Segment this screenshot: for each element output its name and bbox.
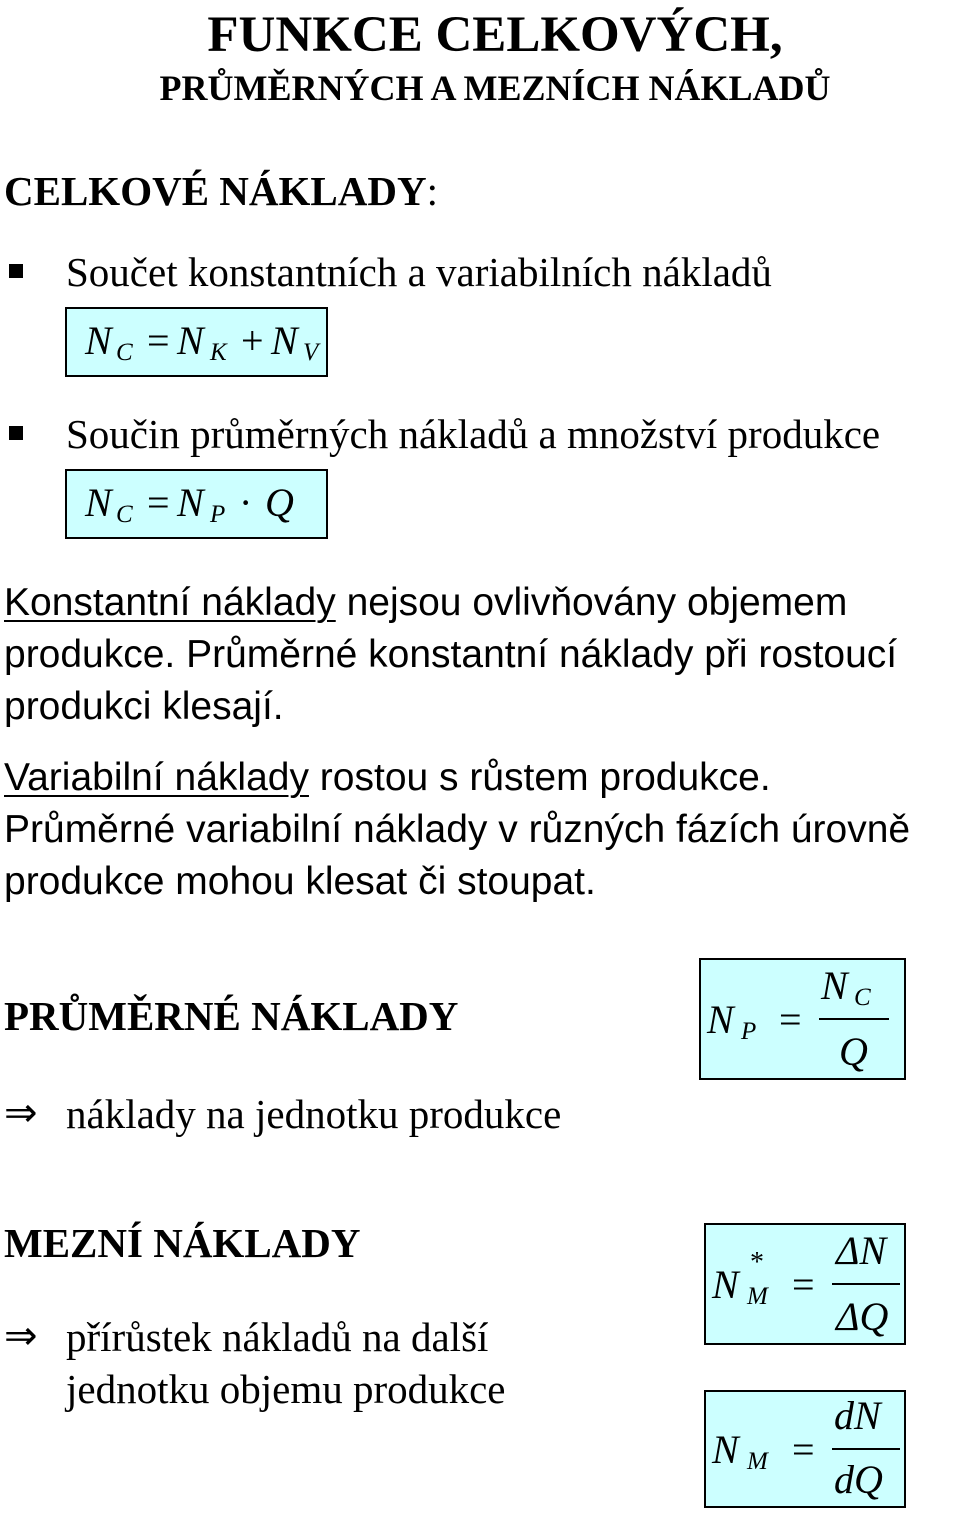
formula-nk-symbol: N — [177, 318, 204, 363]
total-costs-heading-text: CELKOVÉ NÁKLADY — [4, 168, 427, 214]
fixed-costs-term: Konstantní náklady — [4, 581, 336, 624]
page-subtitle: PRŮMĚRNÝCH A MEZNÍCH NÁKLADŮ — [159, 68, 831, 108]
formula-nm-superscript: * — [750, 1247, 764, 1278]
formula-marginal-discrete-box — [704, 1223, 906, 1345]
variable-costs-line-2: Průměrné variabilní náklady v různých fázích úrovně — [4, 808, 911, 851]
formula-nv-subscript: V — [303, 339, 319, 366]
formula-nc-numerator-subscript: C — [854, 984, 871, 1011]
fixed-costs-line-1-rest: nejsou ovlivňovány objemem — [335, 581, 848, 624]
fraction-bar — [832, 1283, 900, 1285]
variable-costs-line-1 — [4, 752, 771, 804]
formula-dot: · — [239, 480, 253, 525]
variable-costs-term: Variabilní náklady — [4, 756, 309, 799]
formula-nc-symbol: N — [85, 318, 112, 363]
total-costs-heading-colon: : — [426, 168, 438, 214]
formula-average-box — [699, 958, 906, 1080]
average-costs-description: náklady na jednotku produkce — [66, 1091, 562, 1137]
formula-np-subscript: P — [741, 1018, 757, 1045]
formula-nm-subscript: M — [747, 1448, 768, 1475]
formula-equals: = — [792, 1262, 815, 1307]
marginal-costs-heading: MEZNÍ NÁKLADY — [4, 1220, 361, 1266]
formula-q-symbol: Q — [265, 480, 294, 525]
formula-equals: = — [147, 318, 170, 363]
formula-total-product-box — [65, 469, 328, 539]
formula-dn-numerator: dN — [834, 1393, 881, 1438]
formula-np-symbol: N — [707, 997, 734, 1042]
formula-equals: = — [792, 1427, 815, 1472]
total-costs-heading — [4, 167, 438, 215]
bullet-product-text: Součin průměrných nákladů a množství produkce — [66, 411, 881, 457]
formula-delta-q-denominator: ΔQ — [836, 1294, 889, 1339]
formula-delta-n-numerator: ΔN — [836, 1228, 887, 1273]
formula-np-symbol: N — [177, 480, 204, 525]
formula-nm-symbol: N — [712, 1427, 739, 1472]
formula-nv-symbol: N — [271, 318, 298, 363]
formula-nm-symbol: N — [712, 1262, 739, 1307]
formula-equals: = — [779, 997, 802, 1042]
formula-marginal-derivative-box — [704, 1390, 906, 1508]
formula-nc-subscript: C — [116, 339, 133, 366]
variable-costs-line-3: produkce mohou klesat či stoupat. — [4, 860, 596, 903]
implies-arrow-icon: ⇒ — [4, 1090, 38, 1136]
formula-nc-symbol: N — [85, 480, 112, 525]
average-costs-heading: PRŮMĚRNÉ NÁKLADY — [4, 993, 459, 1039]
marginal-costs-description-line-1: přírůstek nákladů na další — [66, 1314, 489, 1360]
fixed-costs-line-1 — [4, 577, 847, 629]
formula-q-denominator: Q — [839, 1029, 868, 1074]
formula-nm-subscript: M — [747, 1283, 768, 1310]
formula-nk-subscript: K — [210, 339, 227, 366]
formula-nc-numerator: N — [821, 963, 848, 1008]
formula-total-sum-box — [65, 307, 328, 377]
variable-costs-line-1-rest: rostou s růstem produkce. — [308, 756, 771, 799]
page-title: FUNKCE CELKOVÝCH, — [207, 7, 783, 63]
implies-arrow-icon: ⇒ — [4, 1313, 38, 1359]
square-bullet-icon — [9, 264, 23, 278]
marginal-costs-description-line-2: jednotku objemu produkce — [66, 1366, 506, 1412]
square-bullet-icon — [9, 426, 23, 440]
bullet-sum-text: Součet konstantních a variabilních nákladů — [66, 249, 772, 295]
formula-plus: + — [241, 318, 264, 363]
formula-dq-denominator: dQ — [834, 1457, 883, 1502]
fraction-bar — [832, 1448, 900, 1450]
fraction-bar — [819, 1018, 889, 1020]
formula-equals: = — [147, 480, 170, 525]
fixed-costs-line-3: produkci klesají. — [4, 685, 284, 728]
formula-np-subscript: P — [210, 501, 226, 528]
formula-nc-subscript: C — [116, 501, 133, 528]
fixed-costs-line-2: produkce. Průměrné konstantní náklady při rostoucí — [4, 633, 898, 676]
